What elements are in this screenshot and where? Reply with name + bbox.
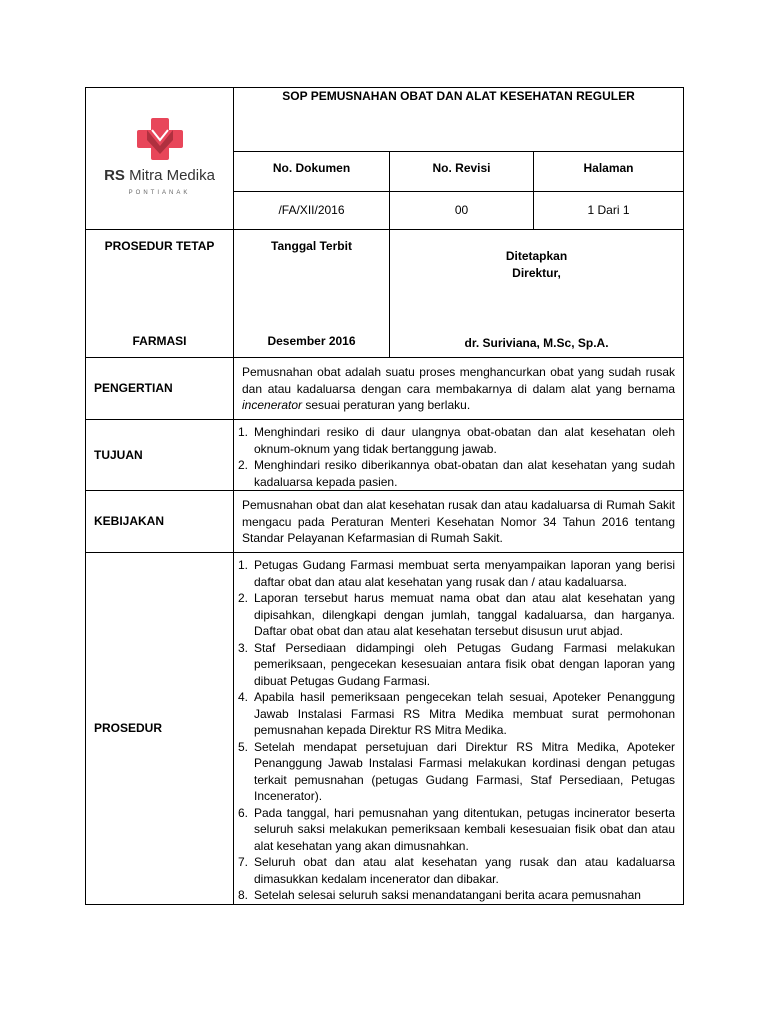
- revision-value: 00: [390, 192, 534, 230]
- list-item: 1. Petugas Gudang Farmasi membuat serta menyampaikan laporan yang berisi daftar obat dan atau alat kesehatan yang rusak dan / atau kadaluarsa.: [238, 558, 676, 589]
- sop-table: [85, 87, 684, 905]
- pengertian-text: Pemusnahan obat adalah suatu proses menghancurkan obat yang sudah rusak dan atau kadaluarsa dengan cara membakarnya di dalam alat yang bernama incenerator sesuai peraturan yang berlaku.: [234, 358, 684, 420]
- issue-date-value: Desember 2016: [267, 333, 356, 348]
- list-item: 2. Laporan tersebut harus memuat nama obat dan atau alat kesehatan yang dipisahkan, dilengkapi dengan jumlah, tanggal kadaluarsa, dan harganya. Daftar obat obat dan atau alat kesehatan tersebut disusun urut abjad.: [238, 591, 676, 638]
- farmasi-label: FARMASI: [132, 333, 187, 348]
- revision-label: No. Revisi: [390, 152, 534, 192]
- logo-cell: [86, 88, 234, 230]
- prosedur-list: [234, 555, 683, 904]
- issue-date-label: Tanggal Terbit: [271, 239, 352, 253]
- list-item: 1. Menghindari resiko di daur ulangnya obat-obatan dan alat kesehatan oleh oknum-oknum yang tidak bertanggung jawab.: [238, 425, 676, 456]
- list-item: 7. Seluruh obat dan atau alat kesehatan yang rusak dan atau kadaluarsa dimasukkan kedalam incenerator dan dibakar.: [238, 855, 676, 886]
- list-item: 3. Staf Persediaan didampingi oleh Petugas Gudang Farmasi melakukan pemeriksaan, pengecekan kesesuaian antara fisik obat dengan laporan yang dibuat Petugas Gudang Farmasi.: [238, 640, 676, 688]
- ditetapkan-label: Ditetapkan: [505, 249, 568, 263]
- hospital-logo: [86, 116, 233, 202]
- doc-number-value: /FA/XII/2016: [234, 192, 390, 230]
- approval-cell: [390, 230, 684, 358]
- signer-name: dr. Suriviana, M.Sc, Sp.A.: [464, 335, 609, 350]
- tujuan-label: TUJUAN: [86, 420, 234, 491]
- prosedur-label: PROSEDUR: [86, 553, 234, 905]
- doc-number-label: No. Dokumen: [234, 152, 390, 192]
- list-item: 5. Setelah mendapat persetujuan dari Direktur RS Mitra Medika, Apoteker Penanggung Jawab Instalasi Farmasi melakukan kordinasi dengan petugas terkait pemusnahan (petugas Gudang Farmasi, Staf Persediaan, Petugas Incenerator).: [238, 739, 676, 803]
- kebijakan-label: KEBIJAKAN: [86, 491, 234, 553]
- hospital-city: PONTIANAK: [128, 189, 191, 196]
- issue-date-cell: [234, 230, 390, 358]
- procedure-type-cell: [86, 230, 234, 358]
- tujuan-content: [234, 420, 684, 491]
- director-label: Direktur,: [512, 266, 561, 280]
- list-item: 8. Setelah selesai seluruh saksi menandatangani berita acara pemusnahan: [238, 888, 641, 902]
- tujuan-list: [234, 422, 683, 490]
- prosedur-tetap-label: PROSEDUR TETAP: [104, 239, 215, 253]
- document-title: SOP PEMUSNAHAN OBAT DAN ALAT KESEHATAN REGULER: [234, 88, 684, 152]
- pengertian-label: PENGERTIAN: [86, 358, 234, 420]
- medical-cross-icon: [134, 116, 186, 162]
- kebijakan-text: Pemusnahan obat dan alat kesehatan rusak dan atau kadaluarsa di Rumah Sakit mengacu pada Peraturan Menteri Kesehatan Nomor 34 Tahun 2016 tentang Standar Pelayanan Kefarmasian di Rumah Sakit.: [234, 491, 684, 553]
- prosedur-content: [234, 553, 684, 905]
- sop-document: [85, 87, 683, 930]
- page-label: Halaman: [534, 152, 684, 192]
- brand-rest: Mitra Medika: [124, 167, 215, 185]
- hospital-name: [86, 168, 233, 185]
- incenerator-term: incenerator: [242, 398, 303, 412]
- page-value: 1 Dari 1: [534, 192, 684, 230]
- list-item: 4. Apabila hasil pemeriksaan pengecekan telah sesuai, Apoteker Penanggung Jawab Instalasi Farmasi RS Mitra Medika membuat surat permohonan pemusnahan kepada Direktur RS Mitra Medika.: [238, 690, 676, 737]
- brand-bold: RS: [104, 167, 125, 185]
- list-item: 6. Pada tanggal, hari pemusnahan yang ditentukan, petugas incinerator beserta seluruh saksi melakukan pemeriksaan kembali kesesuaian fisik obat dan atau alat kesehatan yang akan dimusnahkan.: [238, 805, 676, 853]
- list-item: 2. Menghindari resiko diberikannya obat-obatan dan alat kesehatan yang sudah kadaluarsa kepada pasien.: [238, 458, 676, 489]
